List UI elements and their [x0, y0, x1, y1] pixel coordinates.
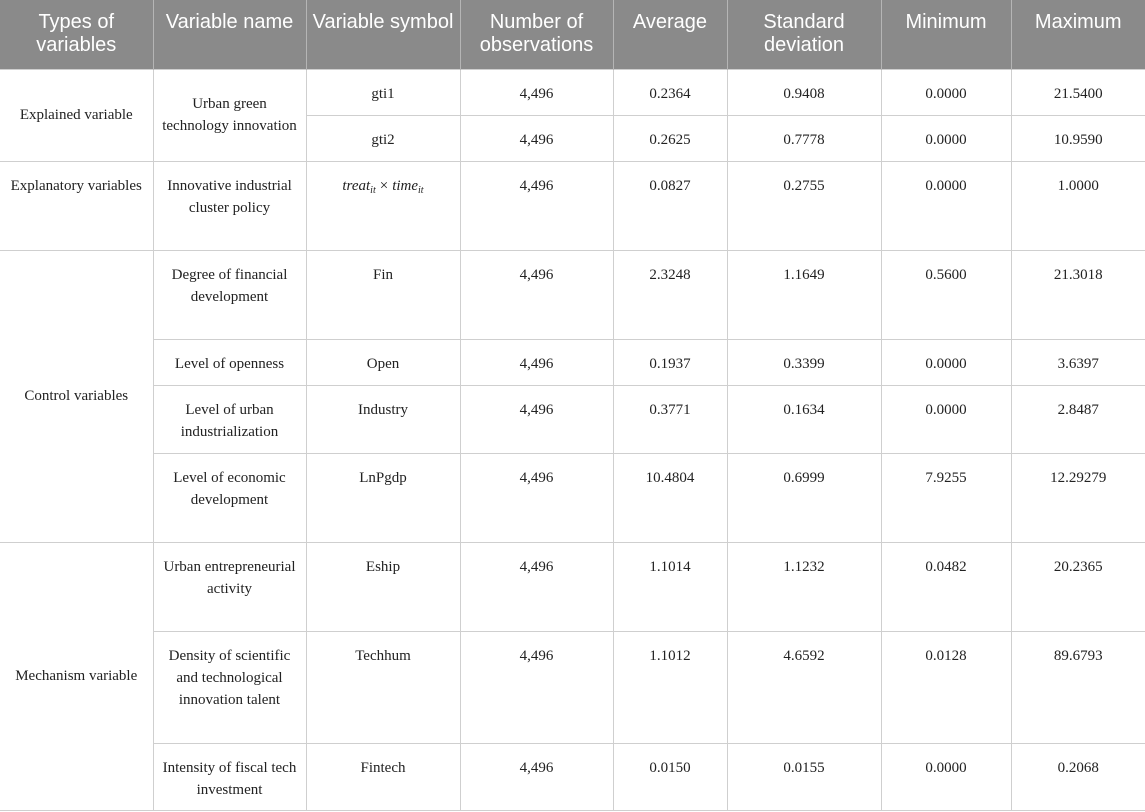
minimum: 0.5600: [881, 250, 1011, 339]
maximum: 21.5400: [1011, 69, 1145, 115]
variable-symbol: Eship: [306, 542, 460, 631]
minimum: 0.0000: [881, 743, 1011, 810]
group-explanatory-variables: Explanatory variables: [0, 161, 153, 250]
maximum: 12.29279: [1011, 453, 1145, 542]
minimum: 0.0000: [881, 69, 1011, 115]
variable-name: Level of openness: [153, 339, 306, 385]
header-variable-name: Variable name: [153, 0, 306, 69]
maximum: 1.0000: [1011, 161, 1145, 250]
variable-symbol: gti2: [306, 115, 460, 161]
header-maximum: Maximum: [1011, 0, 1145, 69]
standard-deviation: 4.6592: [727, 631, 881, 743]
group-control-variables: Control variables: [0, 250, 153, 542]
standard-deviation: 0.1634: [727, 385, 881, 453]
table-row: [0, 631, 1145, 743]
variable-symbol: Fintech: [306, 743, 460, 810]
multiply-sign: ×: [379, 177, 389, 194]
maximum: 3.6397: [1011, 339, 1145, 385]
header-row: [0, 0, 1145, 69]
observations: 4,496: [460, 161, 613, 250]
standard-deviation: 1.1649: [727, 250, 881, 339]
symbol-treat: treat: [342, 177, 371, 194]
observations: 4,496: [460, 69, 613, 115]
variable-name: Innovative industrial cluster policy: [153, 161, 306, 250]
variable-symbol: gti1: [306, 69, 460, 115]
table-row: [0, 385, 1145, 453]
variable-symbol-policy: [306, 161, 460, 250]
average: 0.3771: [613, 385, 727, 453]
symbol-time-subscript: it: [418, 184, 424, 196]
table-row: [0, 743, 1145, 810]
table-row: [0, 453, 1145, 542]
header-types-of-variables: Types of variables: [0, 0, 153, 69]
average: 1.1014: [613, 542, 727, 631]
minimum: 0.0000: [881, 161, 1011, 250]
average: 10.4804: [613, 453, 727, 542]
observations: 4,496: [460, 115, 613, 161]
variable-symbol: LnPgdp: [306, 453, 460, 542]
minimum: 0.0482: [881, 542, 1011, 631]
header-number-of-observations: Number of observations: [460, 0, 613, 69]
observations: 4,496: [460, 385, 613, 453]
minimum: 0.0000: [881, 385, 1011, 453]
table-row: [0, 542, 1145, 631]
maximum: 89.6793: [1011, 631, 1145, 743]
average: 2.3248: [613, 250, 727, 339]
maximum: 0.2068: [1011, 743, 1145, 810]
standard-deviation: 0.3399: [727, 339, 881, 385]
average: 1.1012: [613, 631, 727, 743]
header-standard-deviation: Standard deviation: [727, 0, 881, 69]
symbol-time: time: [392, 177, 419, 194]
table-row: [0, 339, 1145, 385]
table-row: [0, 69, 1145, 115]
variable-name: Intensity of fiscal tech investment: [153, 743, 306, 810]
table-row: [0, 250, 1145, 339]
variable-name: Density of scientific and technological innovation talent: [153, 631, 306, 743]
table-row: [0, 161, 1145, 250]
group-explained-variable: Explained variable: [0, 69, 153, 161]
standard-deviation: 0.7778: [727, 115, 881, 161]
header-minimum: Minimum: [881, 0, 1011, 69]
maximum: 2.8487: [1011, 385, 1145, 453]
maximum: 10.9590: [1011, 115, 1145, 161]
minimum: 0.0000: [881, 339, 1011, 385]
standard-deviation: 0.2755: [727, 161, 881, 250]
observations: 4,496: [460, 542, 613, 631]
maximum: 21.3018: [1011, 250, 1145, 339]
observations: 4,496: [460, 339, 613, 385]
observations: 4,496: [460, 250, 613, 339]
symbol-treat-subscript: it: [370, 184, 376, 196]
average: 0.0827: [613, 161, 727, 250]
observations: 4,496: [460, 631, 613, 743]
group-mechanism-variable: Mechanism variable: [0, 542, 153, 810]
variable-symbol: Fin: [306, 250, 460, 339]
minimum: 0.0128: [881, 631, 1011, 743]
minimum: 7.9255: [881, 453, 1011, 542]
variable-name: Urban green technology innovation: [153, 69, 306, 161]
average: 0.2625: [613, 115, 727, 161]
maximum: 20.2365: [1011, 542, 1145, 631]
variable-symbol: Industry: [306, 385, 460, 453]
variable-name: Degree of financial development: [153, 250, 306, 339]
observations: 4,496: [460, 743, 613, 810]
variable-symbol: Open: [306, 339, 460, 385]
average: 0.1937: [613, 339, 727, 385]
minimum: 0.0000: [881, 115, 1011, 161]
standard-deviation: 1.1232: [727, 542, 881, 631]
standard-deviation: 0.6999: [727, 453, 881, 542]
standard-deviation: 0.9408: [727, 69, 881, 115]
header-variable-symbol: Variable symbol: [306, 0, 460, 69]
variable-name: Urban entrepreneurial activity: [153, 542, 306, 631]
variable-name: Level of economic development: [153, 453, 306, 542]
average: 0.0150: [613, 743, 727, 810]
average: 0.2364: [613, 69, 727, 115]
standard-deviation: 0.0155: [727, 743, 881, 810]
observations: 4,496: [460, 453, 613, 542]
variable-name: Level of urban industrialization: [153, 385, 306, 453]
header-average: Average: [613, 0, 727, 69]
variable-symbol: Techhum: [306, 631, 460, 743]
